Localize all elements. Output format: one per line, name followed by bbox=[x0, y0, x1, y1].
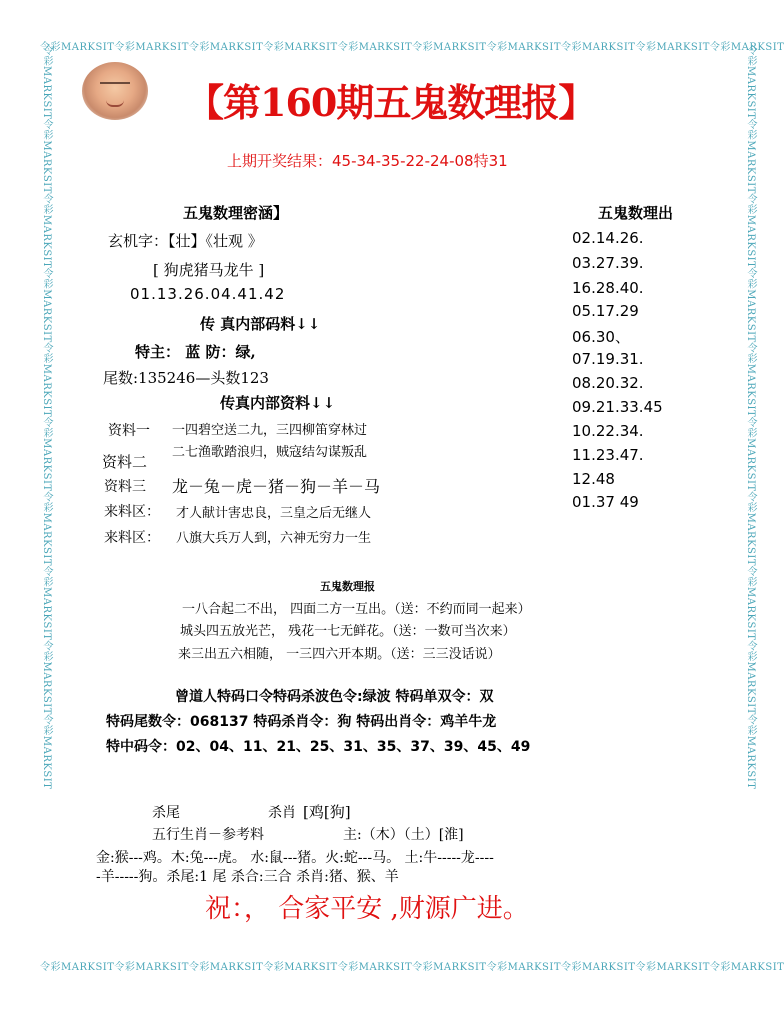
last-draw-result: 上期开奖结果：45-34-35-22-24-08特31 bbox=[227, 152, 508, 170]
border-watermark-bottom: 令彩MARKSIT令彩MARKSIT令彩MARKSIT令彩MARKSIT令彩MARKSIT令彩MARKSIT令彩MARKSIT令彩MARKSIT令彩MARKSIT令彩MARKSIT bbox=[40, 962, 784, 973]
laili1-text: 才人献计害忠良，三皇之后无继人 bbox=[176, 506, 372, 521]
blessing-text: 祝：， 合家平安 ,财源广进。 bbox=[205, 894, 529, 924]
laili1-label: 来料区： bbox=[104, 504, 160, 520]
right-number-item: 12.48 bbox=[572, 470, 615, 488]
avatar bbox=[82, 62, 148, 120]
main-element-line: 主:（木）（土）[淮] bbox=[343, 827, 464, 843]
ziliao3-text: 龙－兔－虎－猪－狗－羊－马 bbox=[172, 477, 381, 496]
wuxing-mapping-line: 金:猴---鸡。木:兔---虎。 水:鼠---猪。火:蛇---马。 土:牛-----龙---- bbox=[96, 850, 494, 866]
code-line-3: 特中码令：02、04、11、21、25、31、35、37、39、45、49 bbox=[106, 739, 531, 755]
right-heading: 五鬼数理出 bbox=[598, 204, 674, 222]
laili2-label: 来料区： bbox=[104, 530, 160, 546]
right-number-item: 02.14.26. bbox=[572, 229, 644, 247]
right-number-item: 07.19.31. bbox=[572, 350, 644, 368]
right-number-item: 10.22.34. bbox=[572, 422, 644, 440]
ziliao1-label: 资料一 bbox=[108, 423, 150, 439]
fax-code-heading: 传 真内部码料↓↓ bbox=[200, 315, 321, 333]
xuanji-word: 玄机字：【壮】《壮观 》 bbox=[108, 232, 263, 250]
wuxing-label: 五行生肖－参考料 bbox=[152, 827, 264, 843]
right-number-item: 16.28.40. bbox=[572, 279, 644, 297]
right-number-item: 08.20.32. bbox=[572, 374, 644, 392]
ziliao2-label: 资料二 bbox=[102, 453, 148, 471]
glasses-shape bbox=[100, 82, 130, 92]
smile-shape bbox=[106, 100, 124, 107]
kill-summary-line: -羊-----狗。杀尾:1 尾 杀合:三合 杀肖:猪、猴、羊 bbox=[96, 869, 399, 885]
border-watermark-right: 令彩MARKSIT令彩MARKSIT令彩MARKSIT令彩MARKSIT令彩MARKSIT令彩MARKSIT令彩MARKSIT令彩MARKSIT令彩MARKSIT令彩MARKSIT bbox=[745, 45, 756, 790]
ziliao1-text: 一四碧空送二九，三四柳笛穿林过 bbox=[172, 423, 368, 438]
poem-line-2: 城头四五放光芒， 残花一七无鲜花。（送：一数可当次来） bbox=[180, 624, 516, 639]
poem-heading: 五鬼数理报 bbox=[320, 580, 375, 593]
page-title: 【第160期五鬼数理报】 bbox=[186, 80, 596, 125]
sha-xiao-value: [鸡[狗] bbox=[303, 803, 351, 821]
ziliao2-text: 二七渔歌踏浪归，贼寇结勾谋叛乱 bbox=[172, 445, 368, 460]
border-watermark-left: 令彩MARKSIT令彩MARKSIT令彩MARKSIT令彩MARKSIT令彩MARKSIT令彩MARKSIT令彩MARKSIT令彩MARKSIT令彩MARKSIT令彩MARKSIT bbox=[41, 45, 52, 790]
right-number-item: 05.17.29 bbox=[572, 302, 639, 320]
laili2-text: 八旗大兵万人到，六神无穷力一生 bbox=[176, 531, 372, 546]
sha-wei-label: 杀尾 bbox=[152, 805, 180, 821]
ziliao3-label: 资料三 bbox=[104, 479, 146, 495]
te-zhu-line: 特主： 蓝 防：绿, bbox=[135, 343, 256, 361]
right-number-item: 11.23.47. bbox=[572, 446, 644, 464]
code-line-1: 曾道人特码口令特码杀波色令:绿波 特码单双令：双 bbox=[175, 689, 494, 705]
right-number-item: 01.37 49 bbox=[572, 493, 639, 511]
poem-line-1: 一八合起二不出， 四面二方一互出。（送：不约而同一起来） bbox=[182, 602, 531, 617]
fax-info-heading: 传真内部资料↓↓ bbox=[220, 394, 336, 412]
right-number-item: 03.27.39. bbox=[572, 254, 644, 272]
zodiac-group: [ 狗虎猪马龙牛 ] bbox=[153, 261, 265, 279]
right-number-item: 09.21.33.45 bbox=[572, 398, 663, 416]
poem-line-3: 来三出五六相随， 一三四六开本期。（送：三三没话说） bbox=[178, 647, 501, 662]
left-heading: 五鬼数理密涵】 bbox=[183, 204, 289, 222]
tail-head-line: 尾数:135246—头数123 bbox=[103, 369, 269, 387]
code-line-2: 特码尾数令：068137 特码杀肖令：狗 特码出肖令：鸡羊牛龙 bbox=[106, 714, 497, 730]
key-numbers: 01.13.26.04.41.42 bbox=[130, 285, 286, 303]
border-watermark-top: 令彩MARKSIT令彩MARKSIT令彩MARKSIT令彩MARKSIT令彩MARKSIT令彩MARKSIT令彩MARKSIT令彩MARKSIT令彩MARKSIT令彩MARKSIT bbox=[40, 42, 784, 53]
right-number-item: 06.30、 bbox=[572, 328, 630, 346]
sha-xiao-label: 杀肖 bbox=[268, 805, 296, 821]
